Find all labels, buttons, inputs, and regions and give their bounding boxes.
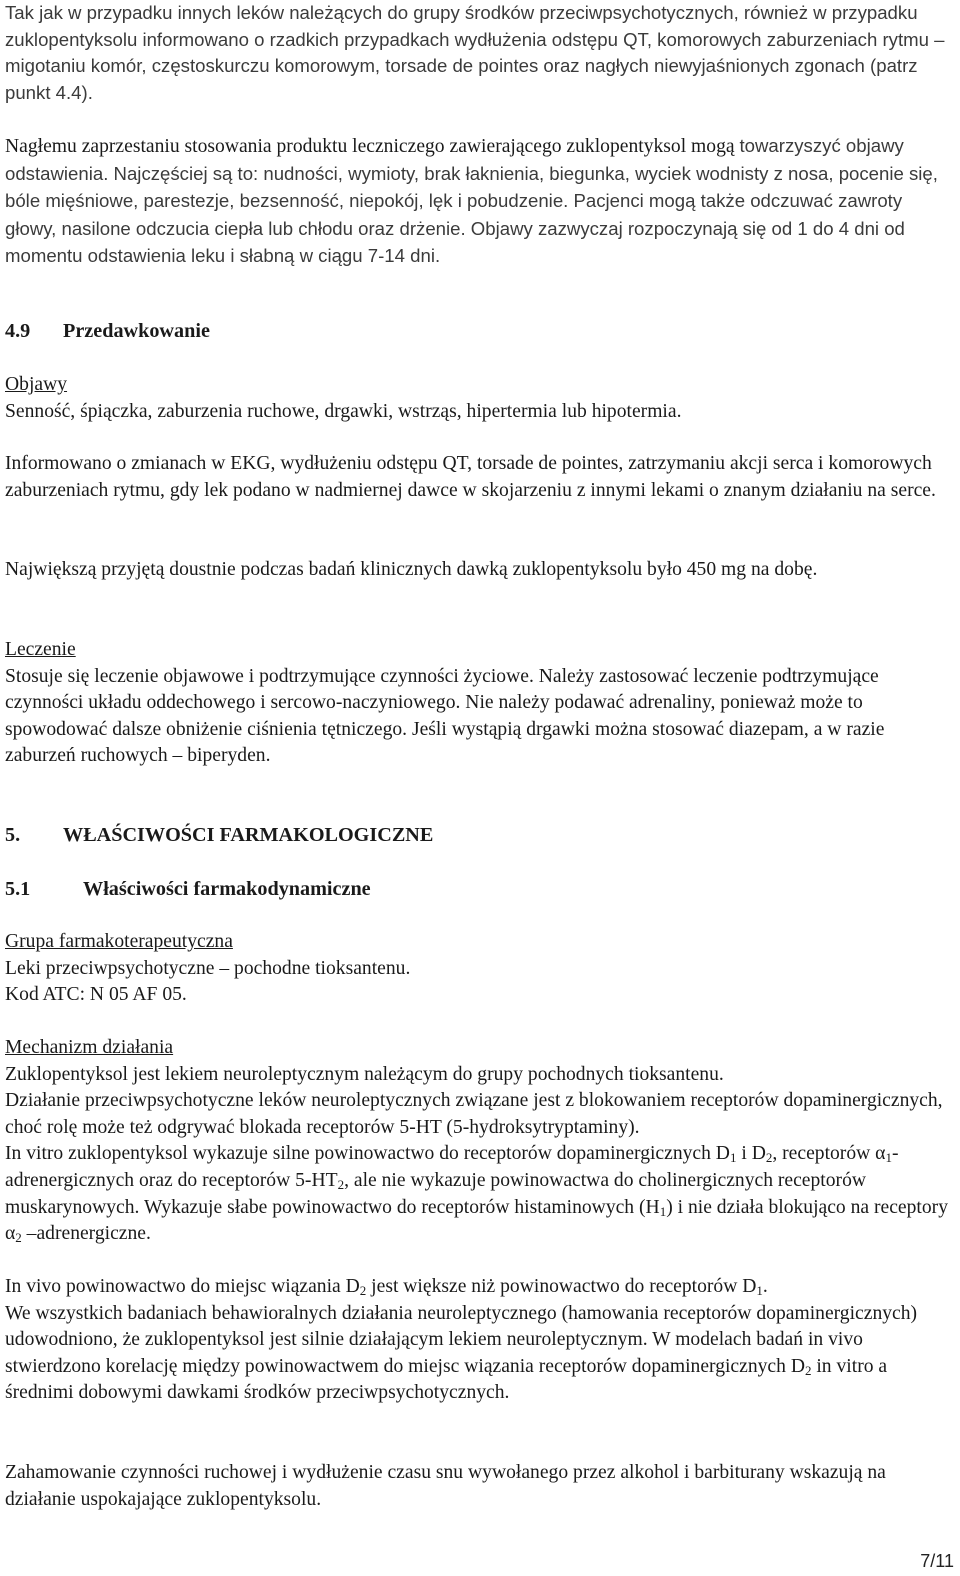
- paragraph-qt-risk: Tak jak w przypadku innych leków należących do grupy środków przeciwpsychotycznych, również w przypadku zuklopentyksolu informowano o rzadkich przypadkach wydłużenia odstępu QT, komorowych zaburzeniach rytmu – migotaniu komór, częstoskurczu komorowym, torsade de pointes oraz nagłych niewyjaśnionych zgonach (patrz punkt 4.4).: [5, 2, 945, 103]
- section-title: WŁAŚCIWOŚCI FARMAKOLOGICZNE: [63, 824, 434, 846]
- subheading-objawy: Objawy: [5, 374, 68, 395]
- section-number: 5.: [5, 824, 21, 846]
- page-number: 7/11: [920, 1551, 954, 1571]
- subsection-grupa: [5, 929, 954, 1009]
- section-number: 5.1: [5, 878, 31, 900]
- paragraph-sedation: Zahamowanie czynności ruchowej i wydłużenie czasu snu wywołanego przez alkohol i barbiturany wskazują na działanie uspokajające zuklopentyksolu.: [5, 1462, 886, 1510]
- section-title: Przedawkowanie: [63, 320, 210, 342]
- subsection-objawy: [5, 372, 954, 425]
- mechanizm-in-vitro: In vitro zuklopentyksol wykazuje silne powinowactwo do receptorów dopaminergicznych $D_1$ i $D_2$, receptorów $\alpha_1-$ adrenergicznych oraz do receptorów $5-HT_2$, ale nie wykazuje powinowactwa do cholinergicznych receptorów muskarynowych. Wykazuje słabe powinowactwo do receptorów histaminowych $(H_1)$ i nie działa blokująco na receptory $\alpha_2$ –adrenergiczne.: [5, 1143, 948, 1246]
- section-title: Właściwości farmakodynamiczne: [83, 878, 371, 900]
- objawy-text: Senność, śpiączka, zaburzenia ruchowe, drgawki, wstrząs, hipertermia lub hipotermia.: [5, 400, 682, 422]
- withdrawal-line-1: Nagłemu zaprzestaniu stosowania produktu leczniczego zawierającego zuklopentyksol mogą: [5, 136, 735, 157]
- paragraph-max-dose: Największą przyjętą doustnie podczas badań klinicznych dawką zuklopentyksolu było 450 mg na dobę.: [5, 559, 818, 580]
- mechanizm-line-1: Zuklopentyksol jest lekiem neuroleptycznym należącym do grupy pochodnych tioksantenu.: [5, 1063, 724, 1085]
- section-heading-5: [5, 822, 954, 849]
- subheading-mechanizm: Mechanizm działania: [5, 1037, 174, 1058]
- subheading-leczenie: Leczenie: [5, 639, 76, 660]
- leczenie-text: Stosuje się leczenie objawowe i podtrzymujące czynności życiowe. Należy zastosować leczenie podtrzymujące czynności układu oddechowego i sercowo-naczyniowego. Nie należy podawać adrenaliny, ponieważ może to spowodować dalsze obniżenie ciśnienia tętniczego. Jeśli wystąpią drgawki można stosować diazepam, a w razie zaburzeń ruchowych – biperyden.: [5, 665, 885, 767]
- withdrawal-symptoms: Najczęściej są to: nudności, wymioty, brak łaknienia, biegunka, wyciek wodnisty z nosa, pocenie się, bóle mięśniowe, parestezje, bezsenność, niepokój, lęk i pobudzenie. Pacjenci mogą także odczuwać zawroty głowy, nasilone odczucia ciepła lub chłodu oraz drżenie. Objawy zazwyczaj rozpoczynają się od 1 do 4 dni od momentu odstawienia leku i słabną w ciągu 7-14 dni.: [5, 162, 938, 267]
- mechanizm-line-2: Działanie przeciwpsychotyczne leków neuroleptycznych związane jest z blokowaniem receptorów dopaminergicznych, choć rolę może też odgrywać blokada receptorów 5-HT (5-hydroksytryptaminy).: [5, 1090, 943, 1138]
- section-heading-5-1: [5, 876, 954, 903]
- grupa-line-1: Leki przeciwpsychotyczne – pochodne tioksantenu.: [5, 957, 411, 979]
- subheading-grupa: Grupa farmakoterapeutyczna: [5, 931, 233, 952]
- section-heading-4-9: [5, 318, 954, 345]
- paragraph-in-vivo: In vivo powinowactwo do miejsc wiązania $D_2$ jest większe niż powinowactwo do receptorów $D_1$. We wszystkich badaniach behawioralnych działania neuroleptycznego (hamowania receptorów dopaminergicznych) udowodniono, że zuklopentyksol jest silnie działającym lekiem neuroleptycznym. W modelach badań in vivo stwierdzono korelację między powinowactwem do miejsc wiązania receptorów dopaminergicznych $D_2$ in vitro a średnimi dobowymi dawkami środków przeciwpsychotycznych.: [5, 1276, 918, 1404]
- atc-code: Kod ATC: N 05 AF 05.: [5, 984, 187, 1006]
- withdrawal-line-2: towarzyszyć objawy odstawienia.: [5, 135, 904, 184]
- subsection-mechanizm: [5, 1035, 954, 1248]
- paragraph-withdrawal: [5, 133, 954, 271]
- subsection-leczenie: [5, 637, 954, 770]
- section-number: 4.9: [5, 320, 31, 342]
- paragraph-ekg: Informowano o zmianach w EKG, wydłużeniu odstępu QT, torsade de pointes, zatrzymaniu akcji serca i komorowych zaburzeniach rytmu, gdy lek podano w nadmiernej dawce w skojarzeniu z innymi lekami o znanym działaniu na serce.: [5, 453, 936, 501]
